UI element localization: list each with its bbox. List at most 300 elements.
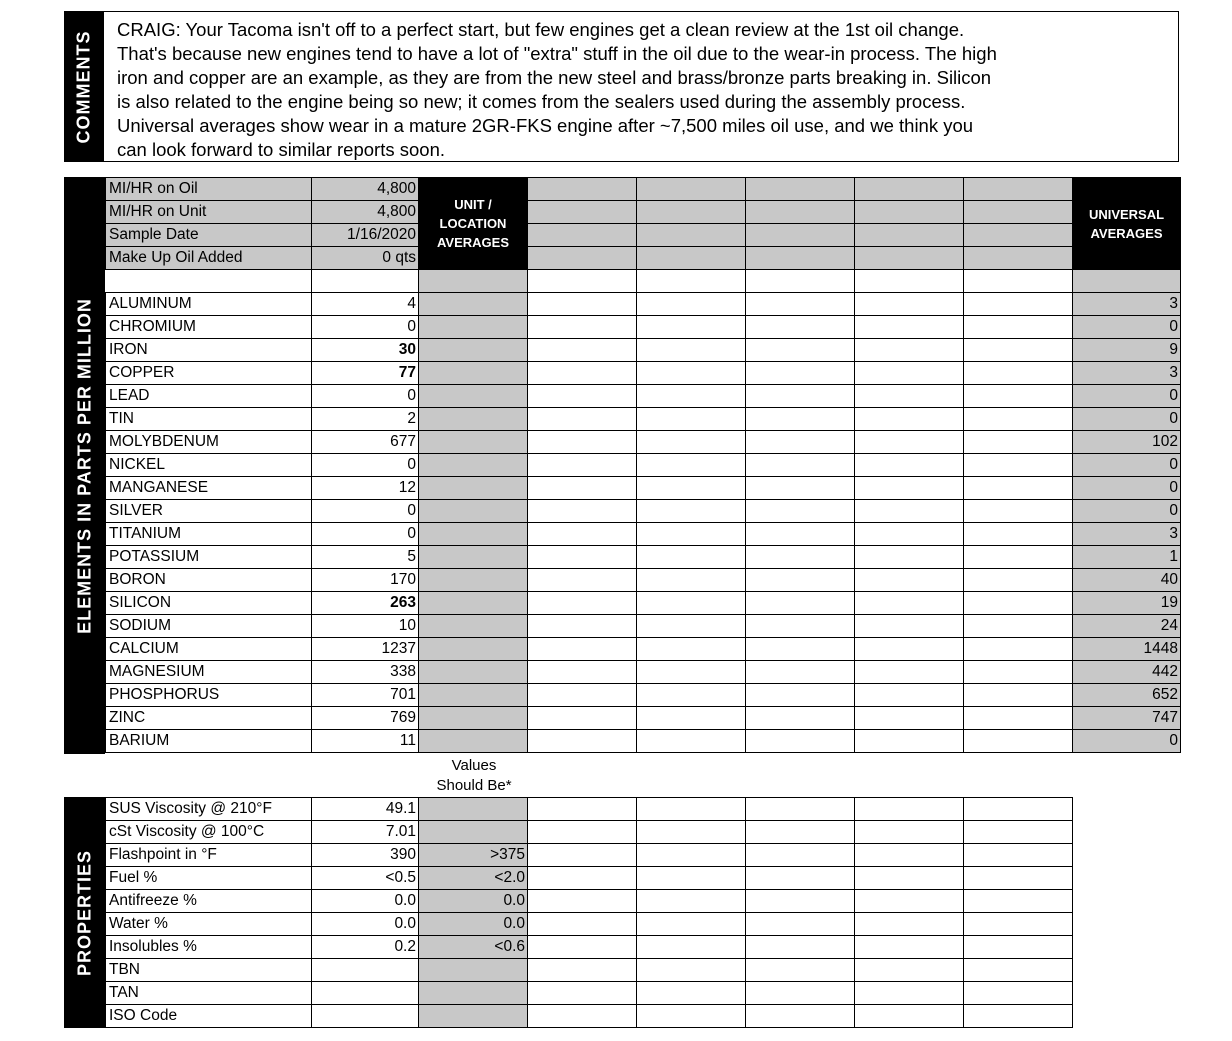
element-value: 10 [312, 615, 419, 638]
history-cell [964, 844, 1073, 867]
history-cell [746, 684, 855, 707]
element-name: ZINC [106, 707, 312, 730]
history-cell [964, 385, 1073, 408]
history-cell [746, 408, 855, 431]
element-value: 2 [312, 408, 419, 431]
history-cell [964, 339, 1073, 362]
history-cell [746, 730, 855, 753]
history-cell [746, 569, 855, 592]
comment-line: can look forward to similar reports soon. [117, 139, 445, 160]
element-name: COPPER [106, 362, 312, 385]
history-cell [637, 523, 746, 546]
property-should-be: 0.0 [419, 890, 528, 913]
history-cell [855, 844, 964, 867]
history-cell [964, 546, 1073, 569]
universal-average-value: 0 [1073, 730, 1181, 753]
history-cell [528, 615, 637, 638]
element-name: PHOSPHORUS [106, 684, 312, 707]
universal-average-value: 0 [1073, 477, 1181, 500]
history-cell [528, 293, 637, 316]
history-cell [528, 684, 637, 707]
element-value: 0 [312, 385, 419, 408]
universal-average-value: 102 [1073, 431, 1181, 454]
comment-line: CRAIG: Your Tacoma isn't off to a perfect start, but few engines get a clean review at the 1st oil change. [117, 19, 965, 40]
history-cell [964, 684, 1073, 707]
universal-averages-header: UNIVERSAL AVERAGES [1073, 178, 1181, 270]
element-value: 5 [312, 546, 419, 569]
unit-average-cell [419, 408, 528, 431]
property-value: 0.0 [312, 913, 419, 936]
history-cell [528, 982, 637, 1005]
property-row [106, 959, 1073, 982]
property-row [106, 913, 1073, 936]
unit-average-cell [419, 477, 528, 500]
element-name: MAGNESIUM [106, 661, 312, 684]
history-cell [528, 959, 637, 982]
element-value: 11 [312, 730, 419, 753]
history-cell [637, 362, 746, 385]
element-value: 338 [312, 661, 419, 684]
history-cell [855, 339, 964, 362]
history-cell [855, 798, 964, 821]
sample-label: Make Up Oil Added [106, 247, 312, 270]
history-cell [528, 844, 637, 867]
history-cell [855, 936, 964, 959]
property-value: 7.01 [312, 821, 419, 844]
element-name: CALCIUM [106, 638, 312, 661]
history-cell [855, 867, 964, 890]
element-value: 170 [312, 569, 419, 592]
comments-section-label: COMMENTS [73, 30, 94, 143]
unit-average-cell [419, 615, 528, 638]
history-cell [637, 661, 746, 684]
property-value [312, 1005, 419, 1028]
history-cell [637, 638, 746, 661]
universal-average-value: 0 [1073, 408, 1181, 431]
history-cell [528, 730, 637, 753]
history-cell [964, 569, 1073, 592]
element-row [106, 431, 1181, 454]
elements-table [105, 269, 1181, 753]
history-cell [637, 293, 746, 316]
history-cell [855, 316, 964, 339]
sample-label: Sample Date [106, 224, 312, 247]
history-cell [746, 959, 855, 982]
values-should-be-caption: Values Should Be* [436, 757, 512, 794]
universal-average-value: 9 [1073, 339, 1181, 362]
history-cell [637, 730, 746, 753]
history-cell [528, 661, 637, 684]
history-cell [855, 385, 964, 408]
history-cell [746, 362, 855, 385]
history-cell [746, 615, 855, 638]
history-cell [528, 821, 637, 844]
history-cell [637, 408, 746, 431]
sample-value: 0 qts [312, 247, 419, 270]
history-cell [964, 821, 1073, 844]
element-value: 30 [312, 339, 419, 362]
history-cell [855, 730, 964, 753]
unit-average-cell [419, 707, 528, 730]
unit-average-cell [419, 523, 528, 546]
history-cell [964, 959, 1073, 982]
history-cell [746, 293, 855, 316]
history-cell [964, 661, 1073, 684]
history-cell [746, 913, 855, 936]
history-cell [637, 454, 746, 477]
property-should-be: <0.6 [419, 936, 528, 959]
property-value: 0.0 [312, 890, 419, 913]
element-name: LEAD [106, 385, 312, 408]
history-cell [528, 798, 637, 821]
property-value: <0.5 [312, 867, 419, 890]
unit-average-cell [419, 592, 528, 615]
element-value: 769 [312, 707, 419, 730]
unit-average-cell [419, 684, 528, 707]
unit-location-averages-header: UNIT / LOCATION AVERAGES [419, 178, 528, 270]
history-cell [528, 546, 637, 569]
unit-average-cell [419, 638, 528, 661]
property-name: ISO Code [106, 1005, 312, 1028]
unit-average-cell [419, 316, 528, 339]
comment-line: That's because new engines tend to have a lot of "extra" stuff in the oil due to the wear-in process. The high [117, 43, 997, 64]
history-cell [855, 569, 964, 592]
property-name: TAN [106, 982, 312, 1005]
property-value: 0.2 [312, 936, 419, 959]
element-name: POTASSIUM [106, 546, 312, 569]
element-name: MOLYBDENUM [106, 431, 312, 454]
history-cell [746, 431, 855, 454]
element-name: NICKEL [106, 454, 312, 477]
universal-average-value: 3 [1073, 293, 1181, 316]
universal-average-value: 24 [1073, 615, 1181, 638]
element-value: 77 [312, 362, 419, 385]
history-cell [964, 1005, 1073, 1028]
universal-average-value: 3 [1073, 362, 1181, 385]
element-row [106, 477, 1181, 500]
universal-average-value: 0 [1073, 454, 1181, 477]
property-name: Insolubles % [106, 936, 312, 959]
element-row [106, 569, 1181, 592]
element-row [106, 592, 1181, 615]
element-row [106, 316, 1181, 339]
properties-table [105, 797, 1073, 1028]
unit-average-cell [419, 500, 528, 523]
unit-average-cell [419, 454, 528, 477]
history-cell [746, 821, 855, 844]
history-cell [746, 477, 855, 500]
history-cell [528, 890, 637, 913]
element-row [106, 730, 1181, 753]
history-cell [746, 385, 855, 408]
sample-value: 4,800 [312, 178, 419, 201]
history-cell [855, 431, 964, 454]
elements-section-bar [64, 177, 105, 754]
element-value: 0 [312, 500, 419, 523]
property-should-be: <2.0 [419, 867, 528, 890]
history-cell [855, 959, 964, 982]
history-cell [746, 454, 855, 477]
history-cell [964, 362, 1073, 385]
property-name: cSt Viscosity @ 100°C [106, 821, 312, 844]
element-name: TIN [106, 408, 312, 431]
element-value: 4 [312, 293, 419, 316]
history-cell [637, 982, 746, 1005]
history-cell [964, 798, 1073, 821]
property-row [106, 982, 1073, 1005]
element-name: IRON [106, 339, 312, 362]
history-cell [855, 408, 964, 431]
history-cell [637, 936, 746, 959]
element-row [106, 615, 1181, 638]
history-cell [528, 431, 637, 454]
property-should-be [419, 821, 528, 844]
element-row [106, 362, 1181, 385]
element-row [106, 385, 1181, 408]
history-cell [637, 339, 746, 362]
element-value: 701 [312, 684, 419, 707]
element-row [106, 546, 1181, 569]
history-cell [855, 982, 964, 1005]
history-cell [637, 500, 746, 523]
unit-average-cell [419, 569, 528, 592]
history-cell [855, 523, 964, 546]
history-cell [855, 821, 964, 844]
history-cell [637, 316, 746, 339]
history-cell [964, 936, 1073, 959]
history-cell [528, 1005, 637, 1028]
universal-average-value: 1448 [1073, 638, 1181, 661]
universal-average-value: 442 [1073, 661, 1181, 684]
history-cell [528, 569, 637, 592]
element-row [106, 684, 1181, 707]
sample-value: 1/16/2020 [312, 224, 419, 247]
element-name: MANGANESE [106, 477, 312, 500]
history-cell [528, 867, 637, 890]
element-name: BORON [106, 569, 312, 592]
history-cell [964, 913, 1073, 936]
comment-line: is also related to the engine being so new; it comes from the sealers used during the assembly process. [117, 91, 966, 112]
history-cell [855, 454, 964, 477]
history-cell [637, 592, 746, 615]
element-row [106, 339, 1181, 362]
property-row [106, 867, 1073, 890]
history-cell [637, 385, 746, 408]
history-cell [637, 707, 746, 730]
history-cell [855, 615, 964, 638]
element-value: 0 [312, 523, 419, 546]
history-cell [528, 500, 637, 523]
history-cell [964, 431, 1073, 454]
history-cell [637, 569, 746, 592]
history-cell [528, 638, 637, 661]
property-row [106, 936, 1073, 959]
property-value [312, 959, 419, 982]
element-row [106, 661, 1181, 684]
element-name: SODIUM [106, 615, 312, 638]
sample-value: 4,800 [312, 201, 419, 224]
history-cell [964, 615, 1073, 638]
history-cell [637, 913, 746, 936]
history-cell [637, 844, 746, 867]
property-name: TBN [106, 959, 312, 982]
history-cell [746, 316, 855, 339]
history-cell [964, 500, 1073, 523]
history-cell [637, 1005, 746, 1028]
history-cell [964, 523, 1073, 546]
elements-section-label: ELEMENTS IN PARTS PER MILLION [74, 297, 94, 634]
sample-label: MI/HR on Oil [106, 178, 312, 201]
element-row [106, 293, 1181, 316]
property-should-be: 0.0 [419, 913, 528, 936]
universal-average-value: 0 [1073, 316, 1181, 339]
history-cell [637, 821, 746, 844]
history-cell [637, 684, 746, 707]
universal-average-value: 747 [1073, 707, 1181, 730]
universal-average-value: 1 [1073, 546, 1181, 569]
unit-average-cell [419, 730, 528, 753]
property-value [312, 982, 419, 1005]
property-name: Water % [106, 913, 312, 936]
history-cell [528, 592, 637, 615]
history-cell [746, 890, 855, 913]
element-name: SILVER [106, 500, 312, 523]
history-cell [746, 638, 855, 661]
history-cell [746, 1005, 855, 1028]
history-cell [528, 316, 637, 339]
history-cell [855, 592, 964, 615]
history-cell [528, 385, 637, 408]
element-value: 0 [312, 454, 419, 477]
history-cell [855, 362, 964, 385]
element-row [106, 707, 1181, 730]
unit-average-cell [419, 661, 528, 684]
element-name: CHROMIUM [106, 316, 312, 339]
element-row [106, 500, 1181, 523]
history-cell [964, 592, 1073, 615]
element-name: TITANIUM [106, 523, 312, 546]
element-row [106, 454, 1181, 477]
unit-average-cell [419, 339, 528, 362]
history-cell [855, 293, 964, 316]
element-row [106, 638, 1181, 661]
sample-label: MI/HR on Unit [106, 201, 312, 224]
history-cell [746, 523, 855, 546]
history-cell [855, 477, 964, 500]
history-cell [637, 890, 746, 913]
history-cell [964, 316, 1073, 339]
history-cell [746, 339, 855, 362]
element-name: ALUMINUM [106, 293, 312, 316]
history-cell [746, 592, 855, 615]
history-cell [964, 707, 1073, 730]
property-name: Antifreeze % [106, 890, 312, 913]
comments-box [64, 11, 1179, 162]
history-cell [855, 707, 964, 730]
universal-average-value: 0 [1073, 385, 1181, 408]
element-value: 12 [312, 477, 419, 500]
properties-section-bar [64, 797, 105, 1028]
history-cell [528, 477, 637, 500]
history-cell [637, 959, 746, 982]
history-cell [528, 408, 637, 431]
history-cell [964, 890, 1073, 913]
element-value: 0 [312, 316, 419, 339]
unit-average-cell [419, 385, 528, 408]
element-name: BARIUM [106, 730, 312, 753]
history-cell [964, 730, 1073, 753]
history-cell [746, 936, 855, 959]
history-cell [528, 339, 637, 362]
property-row [106, 798, 1073, 821]
history-cell [637, 798, 746, 821]
history-cell [964, 982, 1073, 1005]
sample-info-table [105, 177, 1181, 270]
element-value: 677 [312, 431, 419, 454]
history-cell [637, 477, 746, 500]
history-cell [746, 500, 855, 523]
property-row [106, 1005, 1073, 1028]
history-cell [637, 615, 746, 638]
history-cell [855, 684, 964, 707]
history-cell [746, 982, 855, 1005]
universal-average-value: 40 [1073, 569, 1181, 592]
universal-average-value: 652 [1073, 684, 1181, 707]
history-cell [637, 431, 746, 454]
element-row [106, 408, 1181, 431]
history-cell [528, 454, 637, 477]
history-cell [528, 707, 637, 730]
history-cell [528, 362, 637, 385]
element-value: 1237 [312, 638, 419, 661]
comment-line: Universal averages show wear in a mature 2GR-FKS engine after ~7,500 miles oil use, and we think you [117, 115, 974, 136]
history-cell [855, 546, 964, 569]
history-cell [964, 454, 1073, 477]
property-row [106, 890, 1073, 913]
property-should-be [419, 798, 528, 821]
property-value: 390 [312, 844, 419, 867]
property-should-be: >375 [419, 844, 528, 867]
history-cell [746, 798, 855, 821]
history-cell [855, 913, 964, 936]
unit-average-cell [419, 362, 528, 385]
unit-average-cell [419, 293, 528, 316]
history-cell [964, 293, 1073, 316]
property-value: 49.1 [312, 798, 419, 821]
property-name: Flashpoint in °F [106, 844, 312, 867]
history-cell [855, 890, 964, 913]
history-cell [637, 546, 746, 569]
element-value: 263 [312, 592, 419, 615]
unit-average-cell [419, 546, 528, 569]
history-cell [964, 477, 1073, 500]
history-cell [746, 661, 855, 684]
universal-average-value: 19 [1073, 592, 1181, 615]
element-row [106, 523, 1181, 546]
property-name: SUS Viscosity @ 210°F [106, 798, 312, 821]
property-row [106, 844, 1073, 867]
property-should-be [419, 1005, 528, 1028]
history-cell [528, 913, 637, 936]
history-cell [855, 661, 964, 684]
element-name: SILICON [106, 592, 312, 615]
properties-section-label: PROPERTIES [74, 849, 94, 976]
history-cell [964, 408, 1073, 431]
history-cell [964, 867, 1073, 890]
universal-average-value: 0 [1073, 500, 1181, 523]
history-cell [746, 546, 855, 569]
history-cell [855, 1005, 964, 1028]
